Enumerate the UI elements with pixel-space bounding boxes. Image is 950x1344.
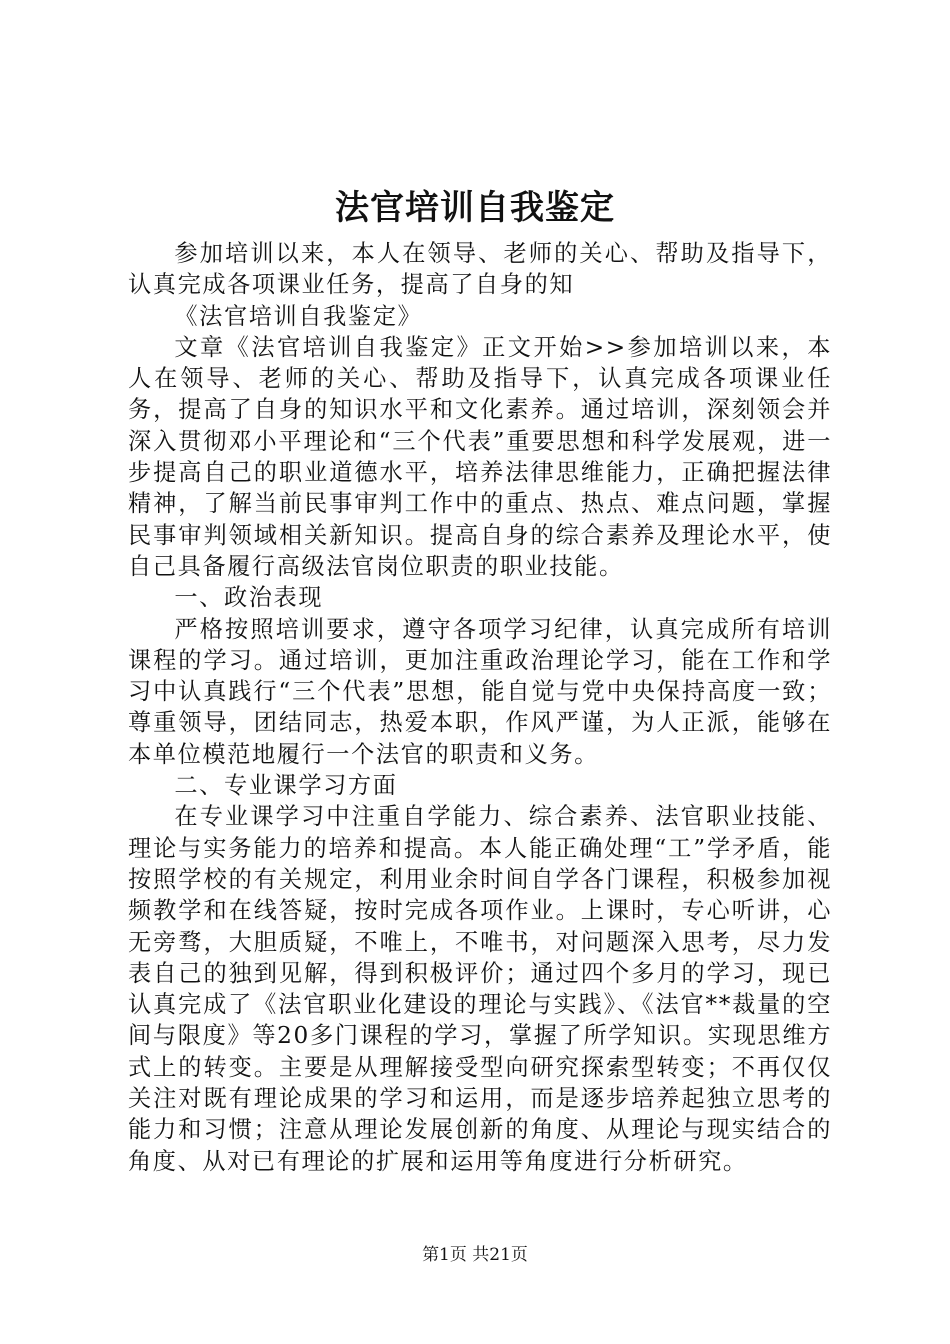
paragraph-article-title: 《法官培训自我鉴定》 — [174, 302, 423, 330]
document-body — [128, 238, 832, 1177]
page-number-footer: 第1页 共21页 — [422, 1245, 528, 1265]
paragraph-main-text: 文章《法官培训自我鉴定》正文开始>>参加培训以来，本人在领导、老师的关心、帮助及指导下，认真完成各项课业任务，提高了自身的知识水平和文化素养。通过培训，深刻领会并深入贯彻邓小平理论和“三个代表”重要思想和科学发展观，进一步提高自己的职业道德水平，培养法律思维能力，正确把握法律精神，了解当前民事审判工作中的重点、热点、难点问题，掌握民事审判领域相关新知识。提高自身的综合素养及理论水平，使自己具备履行高级法官岗位职责的职业技能。 — [128, 333, 832, 580]
paragraph-intro-excerpt: 参加培训以来，本人在领导、老师的关心、帮助及指导下，认真完成各项课业任务，提高了自身的知 — [128, 240, 832, 299]
section-heading-professional: 二、专业课学习方面 — [174, 772, 398, 800]
section-heading-political: 一、政治表现 — [174, 584, 324, 612]
paragraph-political: 严格按照培训要求，遵守各项学习纪律，认真完成所有培训课程的学习。通过培训，更加注重政治理论学习，能在工作和学习中认真践行“三个代表”思想，能自觉与党中央保持高度一致；尊重领导，团结同志，热爱本职，作风严谨，为人正派，能够在本单位模范地履行一个法官的职责和义务。 — [128, 615, 832, 768]
paragraph-professional: 在专业课学习中注重自学能力、综合素养、法官职业技能、理论与实务能力的培养和提高。本人能正确处理“工”学矛盾，能按照学校的有关规定，利用业余时间自学各门课程，积极参加视频教学和在线答疑，按时完成各项作业。上课时，专心听讲，心无旁骛，大胆质疑，不唯上，不唯书，对问题深入思考，尽力发表自己的独到见解，得到积极评价；通过四个多月的学习，现已认真完成了《法官职业化建设的理论与实践》、《法官**裁量的空间与限度》等20多门课程的学习，掌握了所学知识。实现思维方式上的转变。主要是从理解接受型向研究探索型转变；不再仅仅关注对既有理论成果的学习和运用，而是逐步培养起独立思考的能力和习惯；注意从理论发展创新的角度、从理论与现实结合的角度、从对已有理论的扩展和运用等角度进行分析研究。 — [128, 803, 832, 1175]
document-title: 法官培训自我鉴定 — [335, 188, 615, 228]
